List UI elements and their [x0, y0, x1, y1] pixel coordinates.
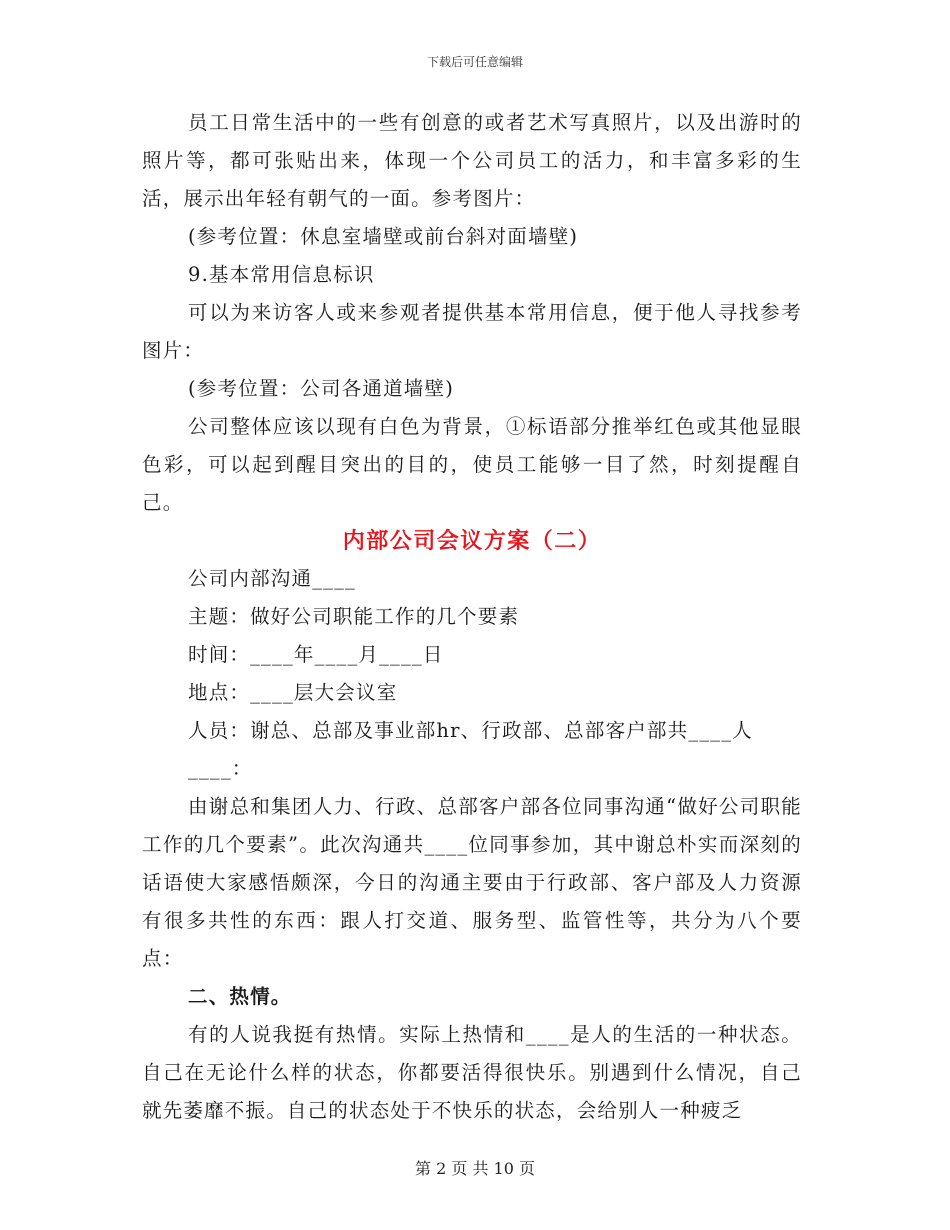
paragraph: 可以为来访客人或来参观者提供基本常用信息，便于他人寻找参考图片：: [142, 301, 802, 362]
paragraph: 时间：____年____月____日: [188, 643, 444, 666]
paragraph: 公司整体应该以现有白色为背景，①标语部分推举红色或其他显眼色彩，可以起到醒目突出的目的，使员工能够一目了然，时刻提醒自己。: [142, 415, 802, 514]
subsection-heading: 二、热情。: [188, 985, 292, 1008]
page-header: 下载后可任意编辑: [426, 55, 523, 69]
paragraph: ____：: [188, 757, 253, 780]
paragraph: 地点：____层大会议室: [188, 681, 398, 704]
paragraph: (参考位置：公司各通道墙壁): [188, 377, 455, 400]
section-title: 内部公司会议方案（二）: [342, 528, 602, 554]
paragraph: 公司内部沟通____: [188, 567, 357, 590]
paragraph: (参考位置：休息室墙壁或前台斜对面墙壁): [188, 225, 579, 248]
page-number: 第 2 页 共 10 页: [415, 1159, 535, 1178]
paragraph: 人员：谢总、总部及事业部hr、行政部、总部客户部共____人: [188, 719, 753, 742]
paragraph: 由谢总和集团人力、行政、总部客户部各位同事沟通“做好公司职能工作的几个要素”。此次沟通共____位同事参加，其中谢总朴实而深刻的话语使大家感悟颇深，今日的沟通主要由于行政部、客户部及人力资源有很多共性的东西：跟人打交道、服务型、监管性等，共分为八个要点：: [142, 795, 802, 970]
paragraph: 有的人说我挺有热情。实际上热情和____是人的生活的一种状态。自己在无论什么样的状态，你都要活得很快乐。别遇到什么情况，自己就先萎靡不振。自己的状态处于不快乐的状态，会给别人一种疲乏: [142, 1023, 802, 1122]
list-item-heading: 9.基本常用信息标识: [188, 263, 375, 286]
paragraph: 员工日常生活中的一些有创意的或者艺术写真照片，以及出游时的照片等，都可张贴出来，体现一个公司员工的活力，和丰富多彩的生活，展示出年轻有朝气的一面。参考图片：: [142, 111, 802, 210]
paragraph: 主题：做好公司职能工作的几个要素: [188, 605, 520, 628]
document-body: [142, 104, 802, 1130]
